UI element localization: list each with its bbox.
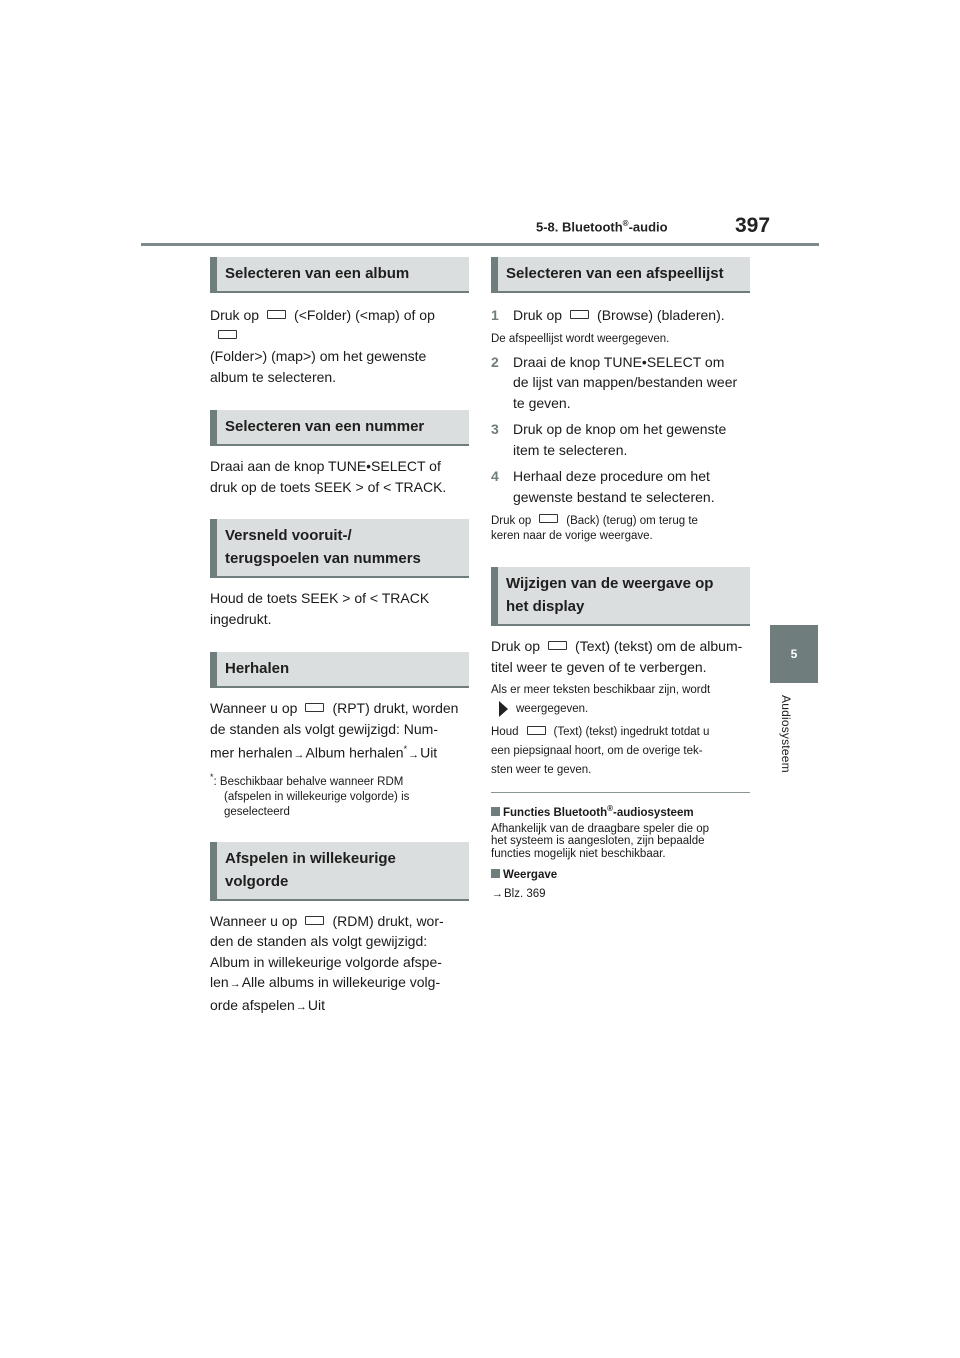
left-column [210,257,469,1017]
versneld-text: Houd de toets SEEK > of < TRACK ingedrukt. [210,590,430,627]
step-3: 3 Druk op de knop om het gewenste item te selecteren. [491,421,727,458]
button-icon [539,514,558,523]
heading-willekeurig: Afspelen in willekeurige volgorde [210,842,469,899]
arrow-right-icon: → [229,978,241,991]
page-reference-link[interactable]: Blz. 369 [504,888,546,901]
heading-album: Selecteren van een album [210,257,469,291]
weergave-text: Druk op (Text) (tekst) om de album- titel weer te geven of te verbergen. Als er meer teksten beschikbaar zijn, wordt weergegeven. Houd (Text) (tekst) ingedrukt totdat u een piepsignaal hoort, om de overige tek- sten weer te geven. [491,638,743,777]
afspeellijst-steps: 1 Druk op (Browse) (bladeren). De afspeellijst wordt weergegeven. 2 Draai de knop TUNE•SELECT om de lijst van mappen/bestanden weer te geven. 3 Druk op de knop om het gewenste item te selecteren. 4 Herhaal deze procedure om het gewenste bestand te selecteren. Druk op (Back) (terug) om terug te keren naar de vorige weergave. [491,305,750,544]
step-4: 4 Herhaal deze procedure om het gewenste bestand te selecteren. [491,468,715,505]
willekeurig-text: Wanneer u op (RDM) drukt, wor- den de standen als volgt gewijzigd: Album in willekeurige volgorde afspe- len→Alle albums in willekeurige volg- orde afspelen→Uit [210,911,469,1018]
note-heading-functies: Functies Bluetooth®-audiosysteem [491,801,750,821]
page-number: 397 [735,214,771,237]
heading-herhalen: Herhalen [210,652,469,686]
section-title: 5-8. Bluetooth®-audio [536,219,668,235]
heading-versneld: Versneld vooruit-/ terugspoelen van nummers [210,519,469,576]
back-note: Druk op (Back) (terug) om terug te keren naar de vorige weergave. [491,515,698,542]
button-icon [548,641,567,650]
heading-nummer: Selecteren van een nummer [210,410,469,444]
nummer-text: Draai aan de knop TUNE•SELECT of druk op de toets SEEK > of < TRACK. [210,458,447,495]
arrow-right-icon: → [408,748,420,761]
herhalen-text: Wanneer u op (RPT) drukt, worden de standen als volgt gewijzigd: Num- mer herhalen→Album herhalen*→Uit *: Beschikbaar behalve wanneer RDM (afspelen in willekeurige volgorde) is geselecteerd [210,698,469,820]
step-2: 2 Draai de knop TUNE•SELECT om de lijst van mappen/bestanden weer te geven. [491,353,738,411]
button-icon [305,916,324,925]
arrow-right-icon: → [492,888,503,901]
square-bullet-icon [491,807,500,816]
album-text: Druk op (<Folder) (<map) of op (Folder>) (map>) om het gewenste album te selecteren. [210,307,435,385]
play-triangle-icon [499,701,508,717]
notes-divider [491,792,750,793]
footnote: *: Beschikbaar behalve wanneer RDM (afspelen in willekeurige volgorde) is geselecteerd [210,772,410,818]
chapter-tab: 5 [770,625,818,683]
chapter-label: Audiosysteem [779,695,793,773]
heading-weergave: Wijzigen van de weergave op het display [491,567,750,624]
square-bullet-icon [491,869,500,878]
step-1: 1 Druk op (Browse) (bladeren). [491,307,725,323]
button-icon [305,703,324,712]
button-icon [527,726,546,735]
arrow-right-icon: → [293,748,305,761]
button-icon [570,310,589,319]
button-icon [267,310,286,319]
right-column [491,257,750,902]
button-icon [218,330,237,339]
heading-afspeellijst: Selecteren van een afspeellijst [491,257,750,291]
note-heading-weergave: Weergave [491,868,750,883]
header-rule [141,243,819,246]
notes: Functies Bluetooth®-audiosysteem Afhankelijk van de draagbare speler die op het systeem is aangesloten, zijn bepaalde functies mogelijk niet beschikbaar. Weergave →Blz. 369 [491,801,750,902]
arrow-right-icon: → [295,1000,307,1013]
